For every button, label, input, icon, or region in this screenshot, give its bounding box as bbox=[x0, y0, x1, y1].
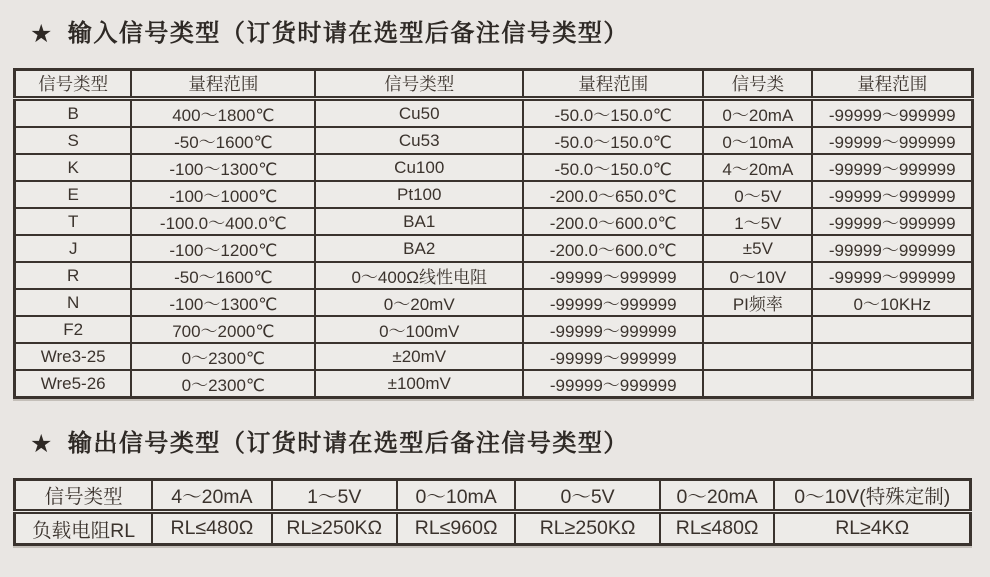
table-cell: -99999～999999 bbox=[523, 343, 703, 370]
table-cell: RL≤480Ω bbox=[152, 512, 272, 545]
table-cell: J bbox=[15, 235, 132, 262]
table-cell bbox=[812, 343, 972, 370]
table-cell: K bbox=[15, 154, 132, 181]
table-cell bbox=[703, 316, 812, 343]
input-table-body bbox=[15, 99, 973, 398]
table-row bbox=[15, 154, 973, 181]
table-cell: -50～1600℃ bbox=[131, 127, 315, 154]
input-signal-table bbox=[13, 68, 974, 399]
table-cell: -200.0～650.0℃ bbox=[523, 181, 703, 208]
output-signal-table bbox=[13, 478, 972, 546]
table-cell: 0～20mA bbox=[660, 480, 775, 512]
table-cell: -200.0～600.0℃ bbox=[523, 235, 703, 262]
table-cell: E bbox=[15, 181, 132, 208]
table-cell: -99999～999999 bbox=[812, 127, 972, 154]
table-cell: -100～1200℃ bbox=[131, 235, 315, 262]
table-cell: 0～100mV bbox=[315, 316, 523, 343]
table-cell: BA1 bbox=[315, 208, 523, 235]
table-cell: -99999～999999 bbox=[523, 370, 703, 398]
input-section-title bbox=[30, 13, 629, 48]
table-cell: 1～5V bbox=[703, 208, 812, 235]
table-cell: -100.0～400.0℃ bbox=[131, 208, 315, 235]
column-header: 信号类 bbox=[703, 70, 812, 99]
table-cell: PI频率 bbox=[703, 289, 812, 316]
star-icon: ★ bbox=[30, 20, 54, 48]
star-icon: ★ bbox=[30, 430, 54, 458]
table-cell: 4～20mA bbox=[152, 480, 272, 512]
table-cell: -50～1600℃ bbox=[131, 262, 315, 289]
table-cell: 0～10mA bbox=[703, 127, 812, 154]
table-row bbox=[15, 480, 971, 512]
table-cell: ±20mV bbox=[315, 343, 523, 370]
table-cell: 信号类型 bbox=[15, 480, 153, 512]
table-cell: -99999～999999 bbox=[523, 262, 703, 289]
table-cell: Cu53 bbox=[315, 127, 523, 154]
table-row bbox=[15, 99, 973, 128]
table-cell: 0～20mV bbox=[315, 289, 523, 316]
table-cell: RL≥250KΩ bbox=[272, 512, 397, 545]
table-cell: T bbox=[15, 208, 132, 235]
table-cell: -50.0～150.0℃ bbox=[523, 99, 703, 128]
table-cell: 0～10V bbox=[703, 262, 812, 289]
table-cell: 4～20mA bbox=[703, 154, 812, 181]
table-cell: 0～5V bbox=[703, 181, 812, 208]
table-cell: -99999～999999 bbox=[812, 235, 972, 262]
table-cell: ±100mV bbox=[315, 370, 523, 398]
table-cell: -200.0～600.0℃ bbox=[523, 208, 703, 235]
table-cell bbox=[812, 316, 972, 343]
table-cell: Cu100 bbox=[315, 154, 523, 181]
table-row bbox=[15, 316, 973, 343]
input-title-text: 输入信号类型（订货时请在选型后备注信号类型） bbox=[67, 20, 629, 47]
column-header: 信号类型 bbox=[15, 70, 132, 99]
table-row bbox=[15, 343, 973, 370]
table-cell: 1～5V bbox=[272, 480, 397, 512]
table-cell: -99999～999999 bbox=[812, 208, 972, 235]
table-cell: -99999～999999 bbox=[523, 316, 703, 343]
table-cell: -100～1300℃ bbox=[131, 154, 315, 181]
table-cell: Wre3-25 bbox=[15, 343, 132, 370]
table-cell: Pt100 bbox=[315, 181, 523, 208]
table-cell: -100～1300℃ bbox=[131, 289, 315, 316]
table-cell: Cu50 bbox=[315, 99, 523, 128]
table-cell bbox=[812, 370, 972, 398]
table-cell: -50.0～150.0℃ bbox=[523, 127, 703, 154]
table-cell: -99999～999999 bbox=[812, 262, 972, 289]
table-cell: N bbox=[15, 289, 132, 316]
table-row bbox=[15, 370, 973, 398]
table-cell: 0～400Ω线性电阻 bbox=[315, 262, 523, 289]
table-row bbox=[15, 208, 973, 235]
output-section-title bbox=[30, 423, 629, 458]
column-header: 量程范围 bbox=[812, 70, 972, 99]
table-cell: Wre5-26 bbox=[15, 370, 132, 398]
table-cell bbox=[703, 343, 812, 370]
table-cell: -99999～999999 bbox=[523, 289, 703, 316]
table-cell: R bbox=[15, 262, 132, 289]
table-cell: RL≤480Ω bbox=[660, 512, 775, 545]
table-cell: RL≤960Ω bbox=[397, 512, 516, 545]
table-row bbox=[15, 181, 973, 208]
table-cell: 0～10mA bbox=[397, 480, 516, 512]
table-cell: 0～10V(特殊定制) bbox=[774, 480, 970, 512]
table-cell: 0～2300℃ bbox=[131, 343, 315, 370]
input-table-header-row bbox=[15, 70, 973, 99]
column-header: 量程范围 bbox=[523, 70, 703, 99]
table-row bbox=[15, 289, 973, 316]
table-cell: -99999～999999 bbox=[812, 181, 972, 208]
table-row bbox=[15, 127, 973, 154]
table-row bbox=[15, 235, 973, 262]
column-header: 量程范围 bbox=[131, 70, 315, 99]
table-cell: 0～2300℃ bbox=[131, 370, 315, 398]
column-header: 信号类型 bbox=[315, 70, 523, 99]
table-cell: 0～10KHz bbox=[812, 289, 972, 316]
table-row bbox=[15, 512, 971, 545]
table-cell: RL≥4KΩ bbox=[774, 512, 970, 545]
table-row bbox=[15, 262, 973, 289]
table-cell: -100～1000℃ bbox=[131, 181, 315, 208]
table-cell: 400～1800℃ bbox=[131, 99, 315, 128]
table-cell: B bbox=[15, 99, 132, 128]
table-cell: 0～5V bbox=[515, 480, 659, 512]
table-cell: F2 bbox=[15, 316, 132, 343]
table-cell: -99999～999999 bbox=[812, 99, 972, 128]
table-cell: S bbox=[15, 127, 132, 154]
table-cell: RL≥250KΩ bbox=[515, 512, 659, 545]
table-cell: BA2 bbox=[315, 235, 523, 262]
table-cell: -50.0～150.0℃ bbox=[523, 154, 703, 181]
table-cell: 700～2000℃ bbox=[131, 316, 315, 343]
output-title-text: 输出信号类型（订货时请在选型后备注信号类型） bbox=[67, 430, 629, 457]
table-cell: ±5V bbox=[703, 235, 812, 262]
table-cell: -99999～999999 bbox=[812, 154, 972, 181]
table-cell: 0～20mA bbox=[703, 99, 812, 128]
output-table-body bbox=[15, 480, 971, 545]
table-cell bbox=[703, 370, 812, 398]
table-cell: 负载电阻RL bbox=[15, 512, 153, 545]
